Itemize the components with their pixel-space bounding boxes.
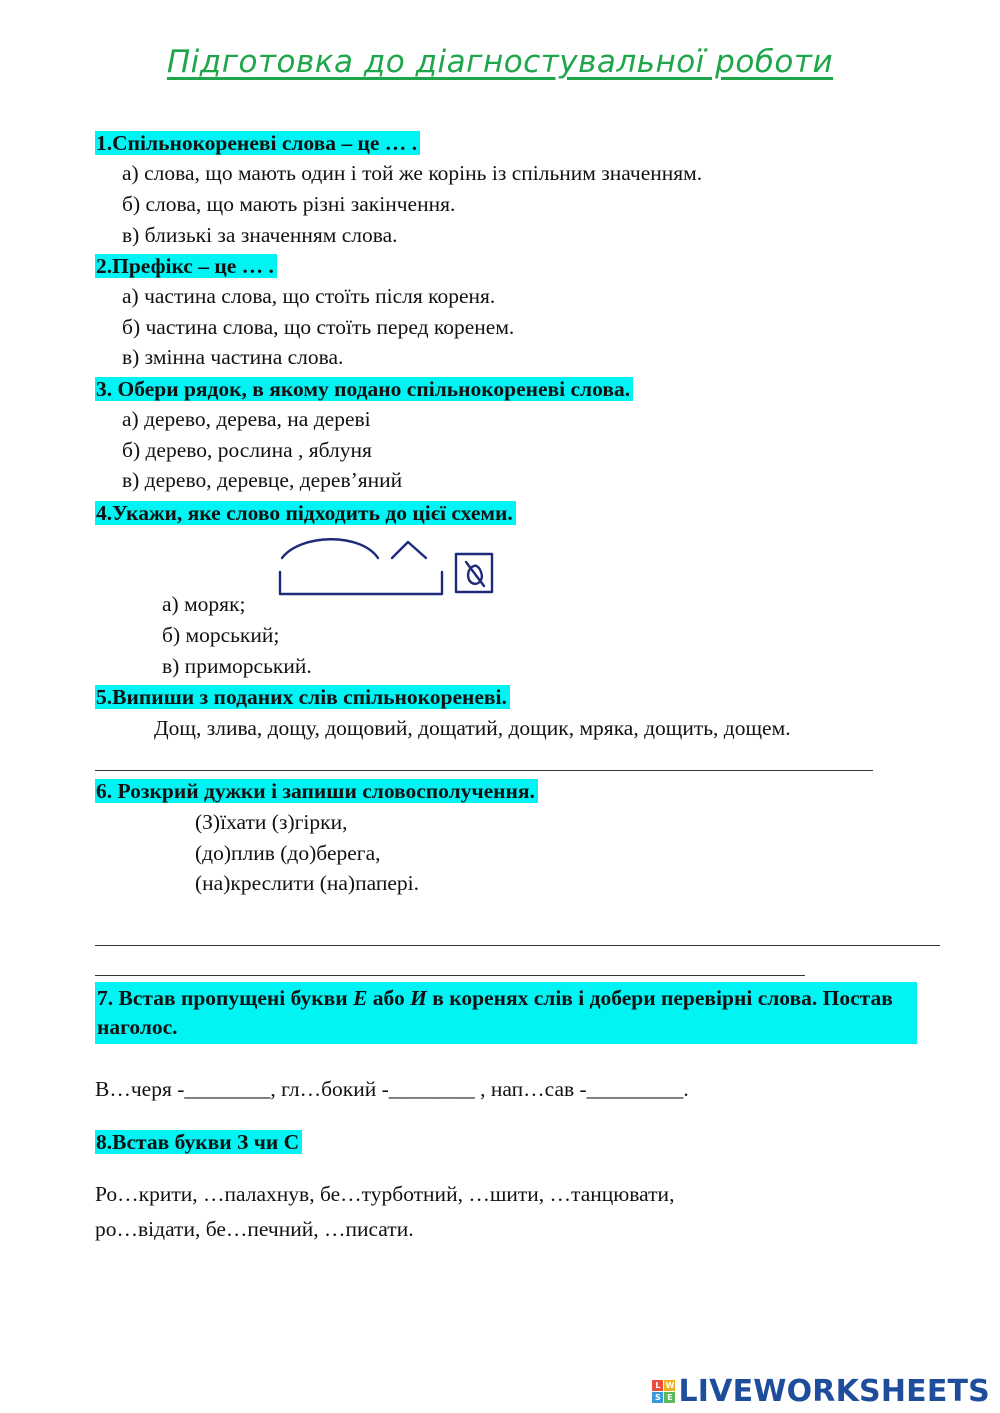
answer-line-6a[interactable] — [95, 945, 940, 946]
question-4-heading: 4.Укажи, яке слово підходить до цієї схеми. — [95, 501, 516, 525]
question-1 — [95, 130, 420, 157]
scheme-ending-mark — [466, 562, 484, 586]
question-2-option-c[interactable]: в) змінна частина слова. — [122, 345, 344, 369]
question-2-option-a[interactable]: а) частина слова, що стоїть після кореня. — [122, 284, 496, 308]
question-2 — [95, 253, 277, 280]
answer-line-6b[interactable] — [95, 975, 805, 976]
question-7-heading-text-2: в коренях слів і добери перевірні слова. Постав наголос. — [97, 986, 893, 1039]
question-6 — [95, 778, 538, 805]
question-6-phrase-2: (до)плив (до)берега, — [195, 841, 381, 865]
question-1-option-c[interactable]: в) близькі за значенням слова. — [122, 223, 398, 247]
question-2-option-b[interactable]: б) частина слова, що стоїть перед коренем. — [122, 315, 515, 339]
question-2-heading: 2.Префікс – це … . — [95, 254, 277, 278]
question-1-option-a[interactable]: а) слова, що мають один і той же корінь із спільним значенням. — [122, 161, 703, 185]
question-3 — [95, 376, 633, 403]
watermark-text: LIVEWORKSHEETS — [678, 1374, 990, 1409]
question-8-heading: 8.Встав букви З чи С — [95, 1130, 302, 1154]
question-6-phrase-3: (на)креслити (на)папері. — [195, 871, 419, 895]
question-3-option-a[interactable]: а) дерево, дерева, на дереві — [122, 407, 371, 431]
question-7-heading — [95, 982, 917, 1044]
question-8 — [95, 1127, 302, 1157]
question-4-option-a[interactable]: а) моряк; — [162, 592, 246, 616]
question-7-heading-or: або — [367, 986, 411, 1010]
question-8-line-2[interactable]: ро…відати, бе…печний, …писати. — [95, 1217, 414, 1241]
question-1-heading: 1.Спільнокореневі слова – це … . — [95, 131, 420, 155]
question-6-heading: 6. Розкрий дужки і запиши словосполучення. — [95, 779, 538, 803]
page-title: Підготовка до діагностувальної роботи — [166, 44, 834, 80]
scheme-root-arc — [282, 539, 378, 558]
question-3-option-c[interactable]: в) дерево, деревце, дерев’яний — [122, 468, 403, 492]
logo-letter-2: W — [665, 1381, 675, 1390]
logo-letter-3: S — [652, 1392, 663, 1403]
question-4-option-b[interactable]: б) морський; — [162, 623, 280, 647]
question-5-words: Дощ, злива, дощу, дощовий, дощатий, дощик, мряка, дощить, дощем. — [154, 716, 791, 740]
question-5 — [95, 684, 510, 711]
question-7-task[interactable]: В…черя -________, гл…бокий -________ , нап…сав -_________. — [95, 1077, 689, 1101]
liveworksheets-watermark — [652, 1374, 990, 1409]
question-4-option-c[interactable]: в) приморський. — [162, 654, 312, 678]
scheme-suffix-caret — [392, 542, 426, 558]
question-7-letter-y: И — [410, 986, 427, 1010]
scheme-stem-bracket — [280, 572, 442, 594]
question-4 — [95, 500, 516, 527]
question-1-option-b[interactable]: б) слова, що мають різні закінчення. — [122, 192, 456, 216]
logo-letter-1: L — [652, 1380, 663, 1391]
question-8-line-1[interactable]: Ро…крити, …палахнув, бе…турботний, …шити, …танцювати, — [95, 1182, 675, 1206]
question-3-option-b[interactable]: б) дерево, рослина , яблуня — [122, 438, 372, 462]
question-3-heading: 3. Обери рядок, в якому подано спільнокореневі слова. — [95, 377, 633, 401]
question-6-phrase-1: (З)їхати (з)гірки, — [195, 810, 348, 834]
question-5-heading: 5.Випиши з поданих слів спільнокореневі. — [95, 685, 510, 709]
liveworksheets-logo-icon — [652, 1380, 675, 1403]
question-7-heading-text-1: 7. Встав пропущені букви — [97, 986, 354, 1010]
answer-line-5[interactable] — [95, 770, 873, 771]
word-scheme-drawing — [270, 528, 510, 608]
logo-letter-4: E — [664, 1392, 675, 1403]
question-7-letter-e: Е — [353, 986, 368, 1010]
